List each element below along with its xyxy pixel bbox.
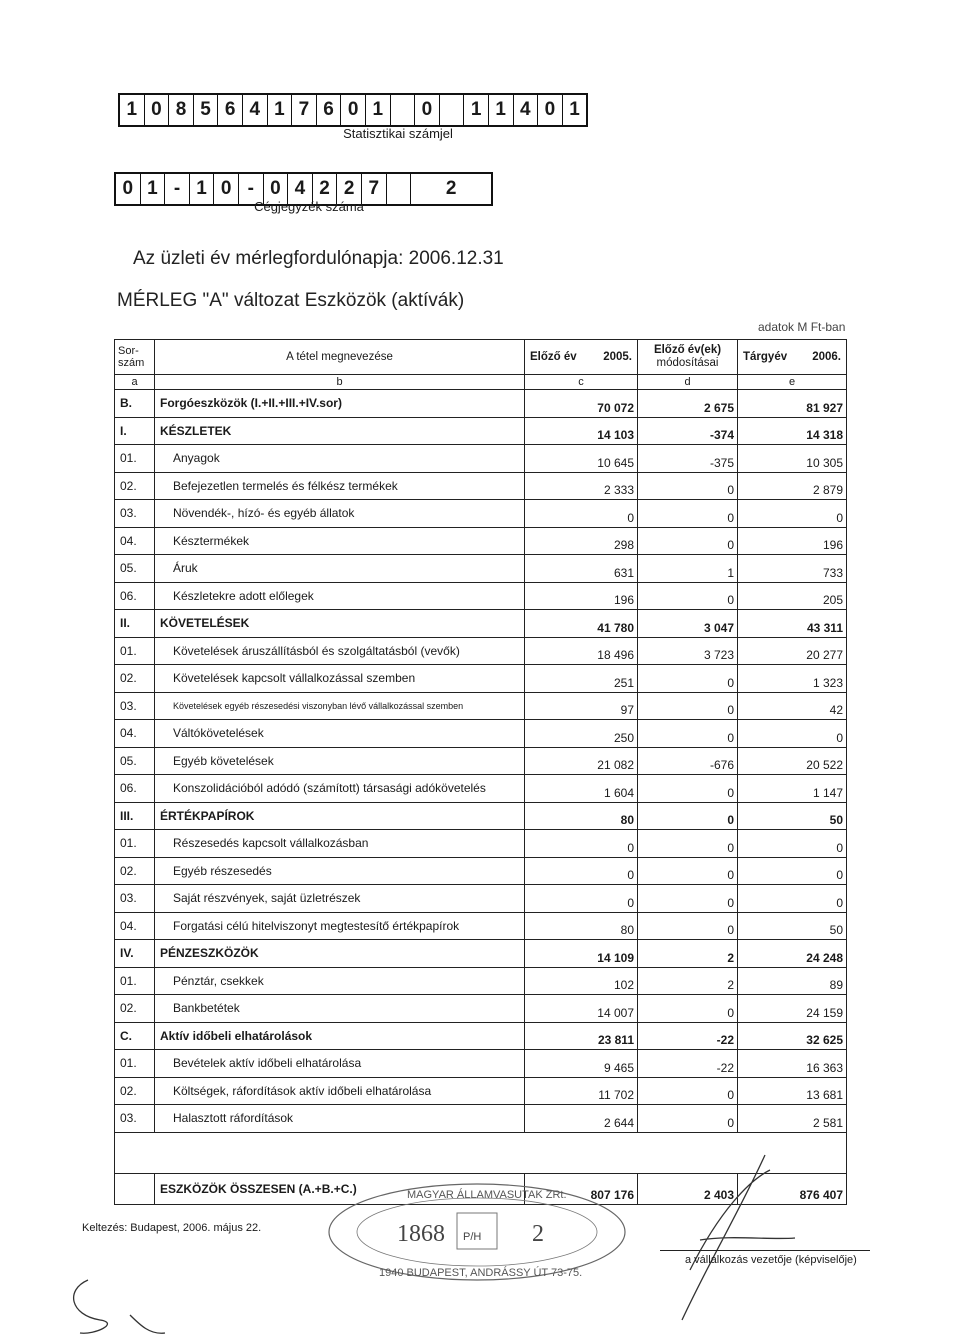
modification-value: 1 <box>638 555 738 583</box>
prev-year-value: 14 109 <box>525 940 638 968</box>
row-number: 03. <box>115 885 155 913</box>
row-label: PÉNZESZKÖZÖK <box>155 940 525 968</box>
stat-digit: 7 <box>292 95 317 125</box>
table-row <box>115 1105 847 1133</box>
header-item-name: A tétel megnevezése <box>155 340 525 375</box>
row-number: 04. <box>115 912 155 940</box>
col-letter-b: b <box>155 375 525 390</box>
prev-year-value: 0 <box>525 830 638 858</box>
stat-digit: 4 <box>243 95 268 125</box>
table-row <box>115 582 847 610</box>
modification-value: -22 <box>638 1050 738 1078</box>
row-number: C. <box>115 1022 155 1050</box>
row-number: 01. <box>115 830 155 858</box>
prev-year-value: 97 <box>525 692 638 720</box>
stat-digit: 0 <box>145 95 170 125</box>
table-row <box>115 665 847 693</box>
row-number: 01. <box>115 445 155 473</box>
header-sor-line1: Sor- <box>118 345 139 357</box>
signature-scribble <box>670 1150 800 1330</box>
row-number: B. <box>115 390 155 418</box>
row-label: Konszolidációból adódó (számított) társasági adókövetelés <box>155 775 525 803</box>
table-row <box>115 1077 847 1105</box>
prev-year-value: 196 <box>525 582 638 610</box>
current-year-value: 10 305 <box>738 445 847 473</box>
prev-year-value: 10 645 <box>525 445 638 473</box>
row-number: 02. <box>115 665 155 693</box>
balance-sheet-table <box>114 339 847 1205</box>
row-label: Áruk <box>155 555 525 583</box>
stat-digit: 1 <box>489 95 514 125</box>
row-label: Forgóeszközök (I.+II.+III.+IV.sor) <box>155 390 525 418</box>
prev-year-value: 70 072 <box>525 390 638 418</box>
signature-line <box>660 1250 870 1251</box>
modification-value: 0 <box>638 527 738 555</box>
prev-year-value: 23 811 <box>525 1022 638 1050</box>
header-prev-year <box>525 340 638 375</box>
prev-year-value: 18 496 <box>525 637 638 665</box>
stat-digit: 6 <box>317 95 342 125</box>
modification-value: -22 <box>638 1022 738 1050</box>
modification-value: 0 <box>638 775 738 803</box>
current-year-value: 1 147 <box>738 775 847 803</box>
reg-number-caption: Cégjegyzék száma <box>254 199 364 214</box>
row-number: 02. <box>115 857 155 885</box>
reg-digit: 1 <box>141 174 166 204</box>
reg-digit: 4 <box>288 174 313 204</box>
prev-year-value: 631 <box>525 555 638 583</box>
current-year-value: 81 927 <box>738 390 847 418</box>
table-row <box>115 555 847 583</box>
modification-value: 0 <box>638 720 738 748</box>
header-mod-line2: módosításai <box>656 357 719 369</box>
reg-digit: 0 <box>116 174 141 204</box>
col-letter-e: e <box>738 375 847 390</box>
modification-value: 3 723 <box>638 637 738 665</box>
table-row <box>115 802 847 830</box>
row-label: Bevételek aktív időbeli elhatárolása <box>155 1050 525 1078</box>
header-curr-year-value: 2006. <box>812 351 841 363</box>
row-number: 02. <box>115 995 155 1023</box>
stat-number-boxes <box>118 93 588 127</box>
stat-digit: 1 <box>366 95 391 125</box>
row-number: 03. <box>115 692 155 720</box>
row-number: 03. <box>115 1105 155 1133</box>
prev-year-value: 2 644 <box>525 1105 638 1133</box>
col-letter-a: a <box>115 375 155 390</box>
current-year-value: 50 <box>738 912 847 940</box>
stat-digit <box>440 95 465 125</box>
row-label: Bankbetétek <box>155 995 525 1023</box>
modification-value: 2 <box>638 967 738 995</box>
page-title: MÉRLEG "A" változat Eszközök (aktívák) <box>117 290 465 311</box>
row-number: 01. <box>115 637 155 665</box>
current-year-value: 50 <box>738 802 847 830</box>
prev-year-value: 298 <box>525 527 638 555</box>
reg-digit: 7 <box>362 174 387 204</box>
total-prev-year: 807 176 <box>525 1173 638 1204</box>
stat-digit: 4 <box>514 95 539 125</box>
header-current-year <box>738 340 847 375</box>
stamp-year: 1868 <box>397 1221 445 1247</box>
stat-digit: 1 <box>569 99 580 120</box>
row-label: Egyéb részesedés <box>155 857 525 885</box>
row-number: 05. <box>115 555 155 583</box>
row-label: Költségek, ráfordítások aktív időbeli elhatárolása <box>155 1077 525 1105</box>
header-sor-line2: szám <box>118 357 145 369</box>
current-year-value: 196 <box>738 527 847 555</box>
header-modifications <box>638 340 738 375</box>
current-year-value: 32 625 <box>738 1022 847 1050</box>
row-label: Követelések egyéb részesedési viszonyban lévő vállalkozással szemben <box>155 692 525 720</box>
current-year-value: 89 <box>738 967 847 995</box>
current-year-value: 14 318 <box>738 417 847 445</box>
prev-year-value: 21 082 <box>525 747 638 775</box>
prev-year-value: 9 465 <box>525 1050 638 1078</box>
prev-year-value: 80 <box>525 912 638 940</box>
header-mod-line1: Előző év(ek) <box>653 344 722 356</box>
stat-digit: 8 <box>169 95 194 125</box>
row-label: Egyéb követelések <box>155 747 525 775</box>
current-year-value: 733 <box>738 555 847 583</box>
modification-value: 0 <box>638 582 738 610</box>
reg-digit: 2 <box>337 174 362 204</box>
row-label: Követelések áruszállításból és szolgáltatásból (vevők) <box>155 637 525 665</box>
prev-year-value: 0 <box>525 857 638 885</box>
stamp-number: 2 <box>532 1221 544 1247</box>
table-row <box>115 857 847 885</box>
table-row <box>115 637 847 665</box>
row-label: Váltókövetelések <box>155 720 525 748</box>
modification-value: -375 <box>638 445 738 473</box>
current-year-value: 2 581 <box>738 1105 847 1133</box>
prev-year-value: 14 007 <box>525 995 638 1023</box>
row-label: Halasztott ráfordítások <box>155 1105 525 1133</box>
row-number: II. <box>115 610 155 638</box>
row-label: Anyagok <box>155 445 525 473</box>
row-label: KÉSZLETEK <box>155 417 525 445</box>
current-year-value: 0 <box>738 830 847 858</box>
modification-value: 0 <box>638 857 738 885</box>
row-number: IV. <box>115 940 155 968</box>
current-year-value: 0 <box>738 720 847 748</box>
table-row <box>115 747 847 775</box>
table-row <box>115 830 847 858</box>
table-row <box>115 390 847 418</box>
header-row-number <box>115 340 155 375</box>
modification-value: 0 <box>638 830 738 858</box>
table-row <box>115 885 847 913</box>
stamp-mid-text: P/H <box>463 1231 482 1243</box>
row-label: Forgatási célú hitelviszonyt megtestesítő értékpapírok <box>155 912 525 940</box>
prev-year-value: 250 <box>525 720 638 748</box>
col-letter-c: c <box>525 375 638 390</box>
total-label: ESZKÖZÖK ÖSSZESEN (A.+B.+C.) <box>155 1173 525 1204</box>
row-number: 06. <box>115 775 155 803</box>
row-number: 02. <box>115 1077 155 1105</box>
total-modification: 2 403 <box>638 1173 738 1204</box>
row-label: Befejezetlen termelés és félkész termékek <box>155 472 525 500</box>
prev-year-value: 2 333 <box>525 472 638 500</box>
table-row <box>115 472 847 500</box>
table-row <box>115 527 847 555</box>
table-row <box>115 995 847 1023</box>
table-row <box>115 500 847 528</box>
stamp-bottom-text: 1940 BUDAPEST, ANDRÁSSY ÚT 73-75. <box>379 1267 583 1279</box>
table-row <box>115 417 847 445</box>
table-row <box>115 610 847 638</box>
unit-note: adatok M Ft-ban <box>758 320 846 334</box>
stat-digit: 6 <box>218 95 243 125</box>
table-row <box>115 967 847 995</box>
table-row <box>115 1022 847 1050</box>
modification-value: 3 047 <box>638 610 738 638</box>
modification-value: 2 675 <box>638 390 738 418</box>
table-row <box>115 692 847 720</box>
initials-scribble <box>60 1275 170 1340</box>
current-year-value: 205 <box>738 582 847 610</box>
row-label: Követelések kapcsolt vállalkozással szemben <box>155 665 525 693</box>
stat-number-caption: Statisztikai számjel <box>343 126 453 141</box>
row-label: KÖVETELÉSEK <box>155 610 525 638</box>
current-year-value: 20 522 <box>738 747 847 775</box>
row-label: Késztermékek <box>155 527 525 555</box>
row-number: 04. <box>115 720 155 748</box>
prev-year-value: 0 <box>525 885 638 913</box>
table-row <box>115 445 847 473</box>
row-label: Saját részvények, saját üzletrészek <box>155 885 525 913</box>
current-year-value: 0 <box>738 885 847 913</box>
prev-year-value: 41 780 <box>525 610 638 638</box>
company-stamp <box>327 1178 632 1288</box>
modification-value: -374 <box>638 417 738 445</box>
signature-caption: a vállalkozás vezetője (képviselője) <box>685 1254 857 1266</box>
modification-value: 0 <box>638 500 738 528</box>
prev-year-value: 1 604 <box>525 775 638 803</box>
stamp-top-text: MAGYAR ÁLLAMVASUTAK ZRt. <box>407 1189 567 1201</box>
prev-year-value: 251 <box>525 665 638 693</box>
stat-digit: 0 <box>415 95 440 125</box>
row-number: 03. <box>115 500 155 528</box>
modification-value: 0 <box>638 472 738 500</box>
total-row-number <box>115 1173 155 1204</box>
current-year-value: 2 879 <box>738 472 847 500</box>
table-row <box>115 912 847 940</box>
col-letter-d: d <box>638 375 738 390</box>
modification-value: 0 <box>638 802 738 830</box>
row-number: 02. <box>115 472 155 500</box>
reg-digit: 0 <box>214 174 239 204</box>
modification-value: 0 <box>638 1077 738 1105</box>
column-letter-row <box>115 375 847 390</box>
modification-value: -676 <box>638 747 738 775</box>
current-year-value: 0 <box>738 857 847 885</box>
stat-digit: 0 <box>538 95 563 125</box>
current-year-value: 24 248 <box>738 940 847 968</box>
prev-year-value: 80 <box>525 802 638 830</box>
reg-digit: 2 <box>313 174 338 204</box>
stat-digit: 1 <box>120 95 145 125</box>
header-prev-label: Előző év <box>530 351 577 363</box>
table-row <box>115 720 847 748</box>
row-number: 01. <box>115 967 155 995</box>
current-year-value: 42 <box>738 692 847 720</box>
row-number: 06. <box>115 582 155 610</box>
reg-digit: - <box>239 174 264 204</box>
modification-value: 0 <box>638 692 738 720</box>
header-curr-label: Tárgyév <box>743 351 788 363</box>
table-row <box>115 940 847 968</box>
modification-value: 0 <box>638 912 738 940</box>
modification-value: 0 <box>638 665 738 693</box>
row-number: 04. <box>115 527 155 555</box>
stat-digit <box>391 95 416 125</box>
row-number: 01. <box>115 1050 155 1078</box>
table-row <box>115 775 847 803</box>
reg-digit: - <box>165 174 190 204</box>
prev-year-value: 11 702 <box>525 1077 638 1105</box>
total-current-year: 876 407 <box>738 1173 847 1204</box>
row-label: Készletekre adott előlegek <box>155 582 525 610</box>
modification-value: 0 <box>638 1105 738 1133</box>
row-label: Részesedés kapcsolt vállalkozásban <box>155 830 525 858</box>
row-number: I. <box>115 417 155 445</box>
stat-digit: 1 <box>464 95 489 125</box>
row-label: Aktív időbeli elhatárolások <box>155 1022 525 1050</box>
modification-value: 0 <box>638 885 738 913</box>
row-number: 05. <box>115 747 155 775</box>
row-label: Növendék-, hízó- és egyéb állatok <box>155 500 525 528</box>
stat-digit: 1 <box>268 95 293 125</box>
row-label: Pénztár, csekkek <box>155 967 525 995</box>
current-year-value: 1 323 <box>738 665 847 693</box>
reg-digit: 1 <box>190 174 215 204</box>
stat-digit: 0 <box>341 95 366 125</box>
stat-digit: 5 <box>194 95 219 125</box>
current-year-value: 24 159 <box>738 995 847 1023</box>
current-year-value: 20 277 <box>738 637 847 665</box>
current-year-value: 0 <box>738 500 847 528</box>
footer-date: Keltezés: Budapest, 2006. május 22. <box>82 1222 262 1234</box>
balance-date-line: Az üzleti év mérlegfordulónapja: 2006.12.31 <box>133 248 504 269</box>
prev-year-value: 14 103 <box>525 417 638 445</box>
table-row <box>115 1050 847 1078</box>
row-label: ÉRTÉKPAPÍROK <box>155 802 525 830</box>
current-year-value: 43 311 <box>738 610 847 638</box>
row-number: III. <box>115 802 155 830</box>
modification-value: 2 <box>638 940 738 968</box>
header-prev-year-value: 2005. <box>603 351 632 363</box>
prev-year-value: 102 <box>525 967 638 995</box>
prev-year-value: 0 <box>525 500 638 528</box>
current-year-value: 16 363 <box>738 1050 847 1078</box>
reg-digit: 2 <box>445 178 457 199</box>
reg-digit: 0 <box>264 174 289 204</box>
modification-value: 0 <box>638 995 738 1023</box>
current-year-value: 13 681 <box>738 1077 847 1105</box>
table-header-row <box>115 340 847 375</box>
